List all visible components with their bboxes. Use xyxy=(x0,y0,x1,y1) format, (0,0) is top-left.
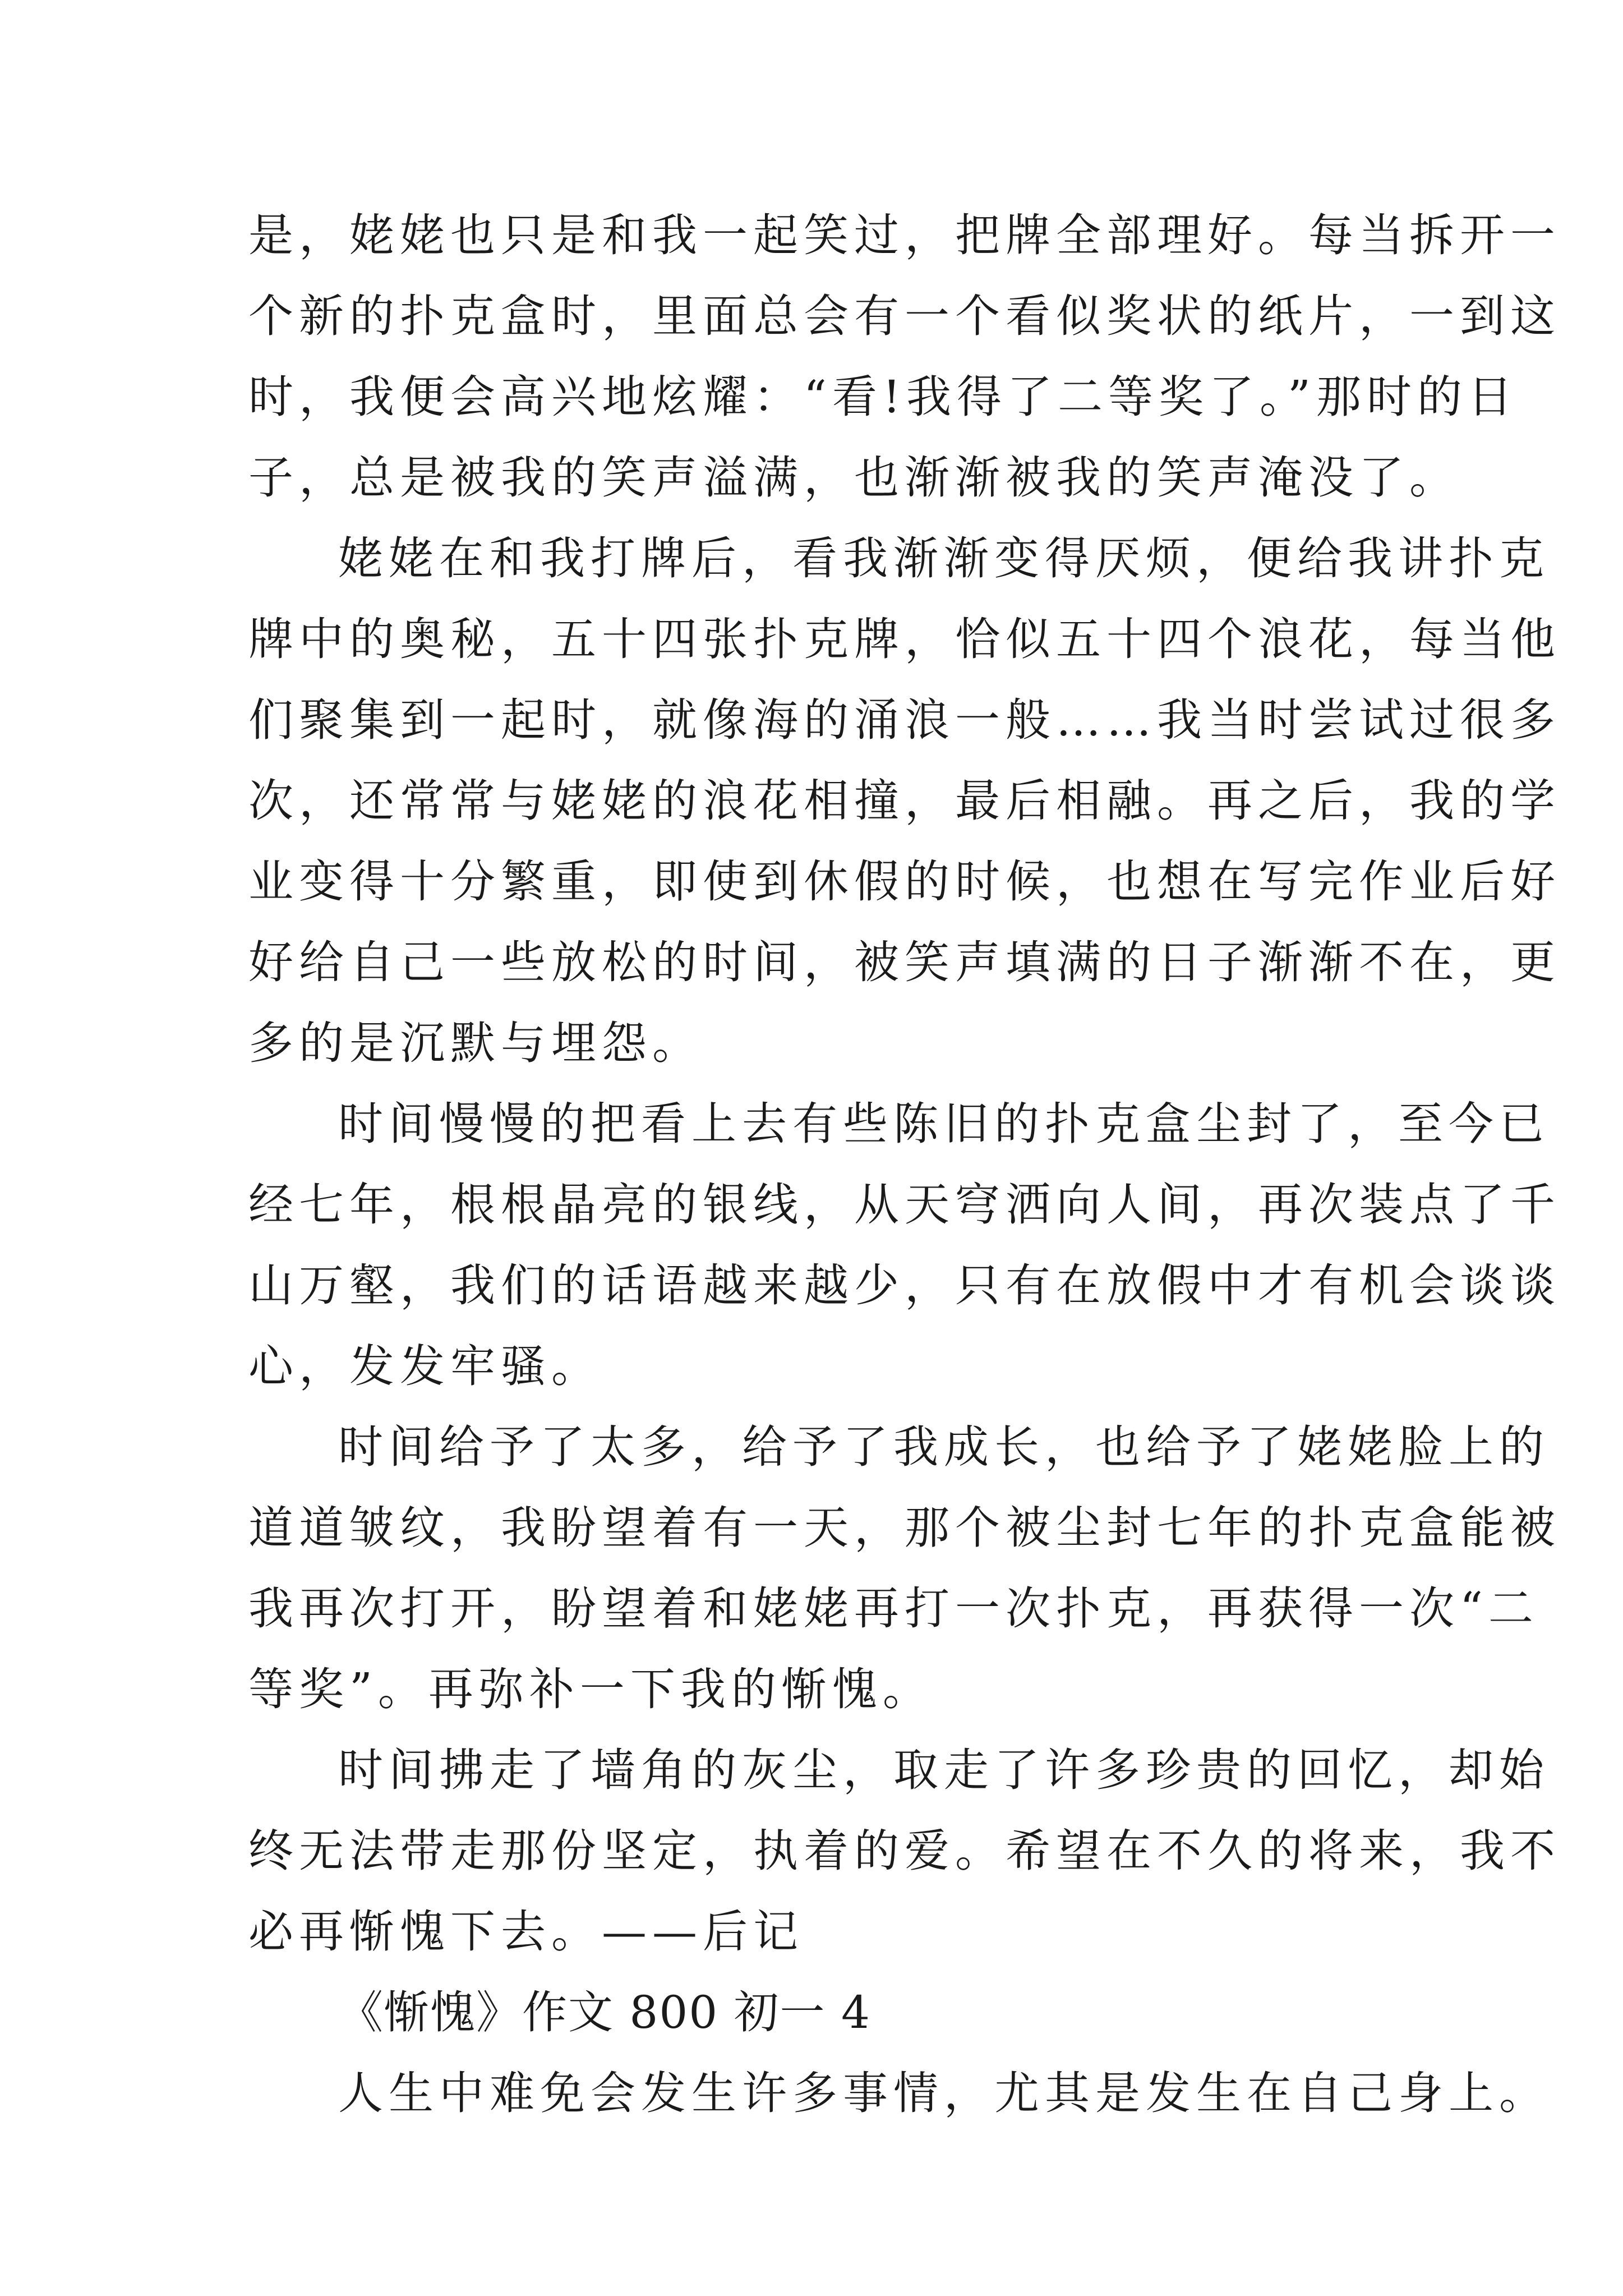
paragraph-first-line: 时间给予了太多，给予了我成长，也给予了姥姥脸上的 xyxy=(338,1421,1550,1473)
text-line: 经七年，根根晶亮的银线，从天穹洒向人间，再次装点了千 xyxy=(248,1179,1561,1231)
text-line: 子，总是被我的笑声溢满，也渐渐被我的笑声淹没了。 xyxy=(248,452,1460,504)
text-line: 好给自己一些放松的时间，被笑声填满的日子渐渐不在，更 xyxy=(248,936,1561,988)
paragraph-first-line: 时间拂走了墙角的灰尘，取走了许多珍贵的回忆，却始 xyxy=(338,1744,1550,1796)
text-line: 牌中的奥秘，五十四张扑克牌，恰似五十四个浪花，每当他 xyxy=(248,613,1561,665)
text-line: 必再惭愧下去。——后记 xyxy=(248,1906,804,1958)
text-line: 们聚集到一起时，就像海的涌浪一般……我当时尝试过很多 xyxy=(248,694,1561,746)
essay-heading: 《惭愧》作文 800 初一 4 xyxy=(338,1986,871,2039)
text-line: 多的是沉默与埋怨。 xyxy=(248,1017,703,1069)
text-line: 时，我便会高兴地炫耀：“看!我得了二等奖了。”那时的日 xyxy=(248,371,1518,423)
essay-body xyxy=(248,195,1561,2134)
text-line: 个新的扑克盒时，里面总会有一个看似奖状的纸片，一到这 xyxy=(248,290,1561,342)
paragraph-first-line: 人生中难免会发生许多事情，尤其是发生在自己身上。 xyxy=(338,2067,1550,2119)
text-line: 是，姥姥也只是和我一起笑过，把牌全部理好。每当拆开一 xyxy=(248,209,1561,261)
text-line: 次，还常常与姥姥的浪花相撞，最后相融。再之后，我的学 xyxy=(248,775,1561,827)
paragraph-first-line: 姥姥在和我打牌后，看我渐渐变得厌烦，便给我讲扑克 xyxy=(338,532,1550,585)
paragraph-first-line: 时间慢慢的把看上去有些陈旧的扑克盒尘封了，至今已 xyxy=(338,1098,1550,1150)
text-line: 我再次打开，盼望着和姥姥再打一次扑克，再获得一次“二 xyxy=(248,1582,1539,1635)
text-line: 心，发发牢骚。 xyxy=(248,1340,602,1392)
text-line: 山万壑，我们的话语越来越少，只有在放假中才有机会谈谈 xyxy=(248,1259,1561,1312)
text-line: 等奖”。再弥补一下我的惭愧。 xyxy=(248,1663,933,1715)
text-line: 道道皱纹，我盼望着有一天，那个被尘封七年的扑克盒能被 xyxy=(248,1502,1561,1554)
text-line: 业变得十分繁重，即使到休假的时候，也想在写完作业后好 xyxy=(248,855,1561,908)
text-line: 终无法带走那份坚定，执着的爱。希望在不久的将来，我不 xyxy=(248,1825,1561,1877)
